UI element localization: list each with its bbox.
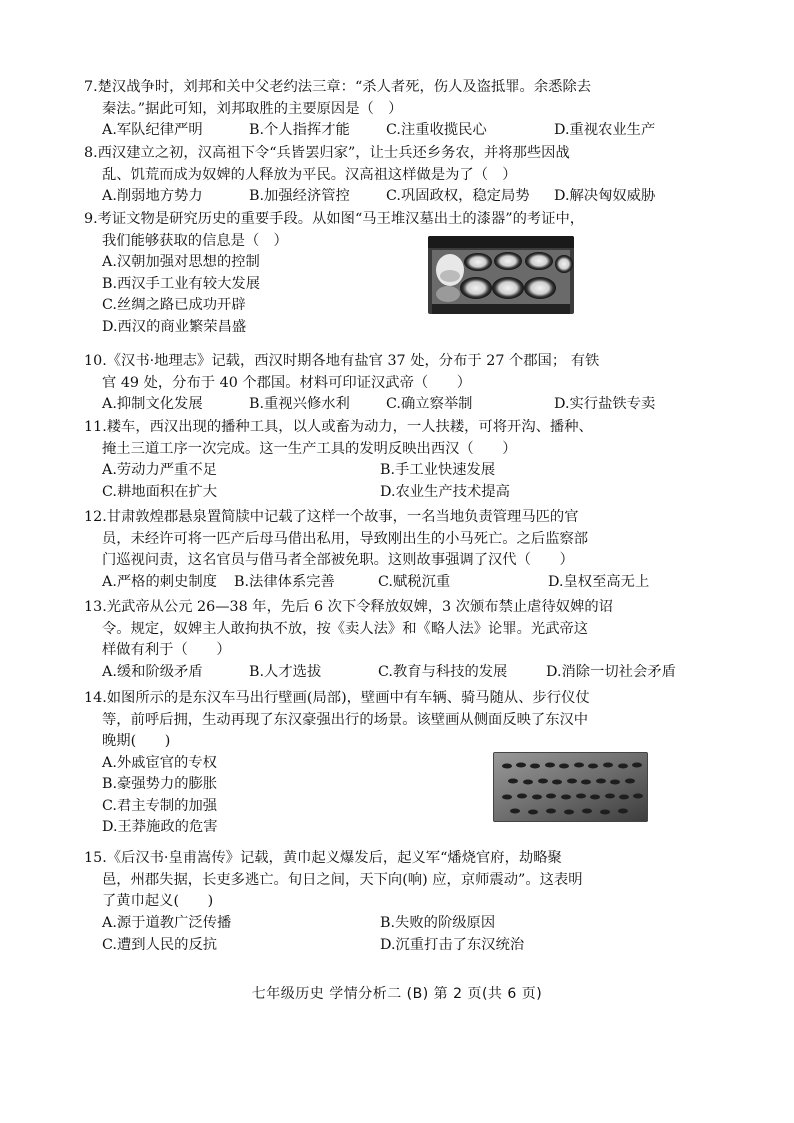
question-11-stem-line-2: 掩土三道工序一次完成。这一生产工具的发明反映出西汉（ ）	[102, 440, 517, 457]
option-b: B.西汉手工业有较大发展	[102, 275, 261, 292]
option-d: D.重视农业生产	[554, 122, 656, 138]
question-15-stem-line-1: 15.《后汉书·皇甫嵩传》记载，黄巾起义爆发后，起义军“燔烧官府，劫略聚	[84, 850, 562, 866]
option-a: A.汉朝加强对思想的控制	[102, 254, 260, 270]
option-c: C.确立察举制	[386, 396, 473, 412]
option-d: D.沉重打击了东汉统治	[380, 936, 525, 953]
question-12-stem-line-3: 门巡视问责，这名官员与借马者全部被免职。这则故事强调了汉代（ ）	[102, 552, 574, 568]
option-b: B.失败的阶级原因	[380, 914, 496, 931]
option-a: A.抑制文化发展	[102, 396, 203, 412]
option-a: A.缓和阶级矛盾	[102, 663, 203, 680]
question-9	[84, 209, 724, 338]
question-7-options	[84, 120, 724, 142]
question-7-stem-line-2: 秦法。”据此可知，刘邦取胜的主要原因是（ ）	[102, 100, 403, 117]
option-a: A.劳动力严重不足	[102, 462, 217, 478]
option-c: C.注重收揽民心	[386, 122, 487, 138]
question-10-stem-line-2: 官 49 处，分布于 40 个郡国。材料可印证汉武帝（ ）	[102, 374, 472, 391]
question-15-options-row-1	[84, 913, 724, 935]
question-8	[84, 143, 724, 208]
option-c: C.耕地面积在扩大	[102, 484, 218, 500]
question-15-stem-line-3: 了黄巾起义( )	[102, 893, 214, 909]
question-14-stem-line-2: 等，前呼后拥，生动再现了东汉豪强出行的场景。该壁画从侧面反映了东汉中	[102, 711, 589, 728]
option-c: C.遭到人民的反抗	[102, 936, 218, 953]
option-c: C.君主专制的加强	[102, 797, 218, 814]
option-c: C.丝绸之路已成功开辟	[102, 297, 246, 313]
question-8-options	[84, 186, 724, 208]
question-7	[84, 77, 724, 142]
question-7-stem-line-1: 7.楚汉战争时，刘邦和关中父老约法三章：“杀人者死，伤人及盗抵罪。余悉除去	[84, 79, 592, 95]
question-15-options-row-2	[84, 935, 724, 957]
question-13-stem-line-3: 样做有利于（ ）	[102, 642, 231, 658]
option-a: A.削弱地方势力	[102, 188, 203, 204]
question-14-stem-line-1: 14.如图所示的是东汉车马出行壁画(局部)，壁画中有车辆、骑马随从、步行仪仗	[84, 690, 590, 706]
option-b: B.个人指挥才能	[249, 122, 350, 138]
option-b: B.加强经济管控	[249, 188, 350, 204]
question-12-stem-line-2: 员，未经许可将一匹产后母马借出私用，导致刚出生的小马死亡。之后监察部	[102, 530, 589, 547]
option-d: D.皇权至高无上	[548, 573, 650, 590]
option-d: D.农业生产技术提高	[380, 484, 510, 500]
option-d: D.解决匈奴威胁	[554, 188, 656, 204]
question-11	[84, 417, 724, 504]
option-b: B.人才选拔	[249, 663, 322, 680]
question-9-stem-line-2: 我们能够获取的信息是（ ）	[102, 232, 288, 249]
question-13-stem-line-1: 13.光武帝从公元 26—38 年，先后 6 次下令释放奴婢，3 次颁布禁止虐待奴婢的诏	[84, 599, 613, 615]
question-10	[84, 351, 724, 416]
question-8-stem-line-1: 8.西汉建立之初，汉高祖下令“兵皆罢归家”，让士兵还乡务农，并将那些因战	[84, 145, 570, 161]
option-c: C.教育与科技的发展	[378, 663, 508, 680]
question-11-stem-line-1: 11.耧车，西汉出现的播种工具，以人或畜为动力，一人扶耧，可将开沟、播种、	[84, 419, 593, 435]
option-b: B.法律体系完善	[234, 573, 335, 590]
option-c: C.巩固政权，稳定局势	[386, 188, 530, 204]
question-12	[84, 507, 724, 594]
question-13	[84, 597, 724, 684]
question-11-options-row-2	[84, 482, 724, 504]
option-d: D.西汉的商业繁荣昌盛	[102, 318, 247, 335]
option-b: B.豪强势力的膨胀	[102, 776, 218, 792]
question-15-stem-line-2: 邑，州郡失据，长吏多逃亡。旬日之间，天下向(响) 应，京师震动”。这表明	[102, 871, 583, 888]
option-a: A.严格的刺史制度	[102, 573, 217, 590]
option-d: D.王莽施政的危害	[102, 819, 218, 835]
question-9-stem-line-1: 9.考证文物是研究历史的重要手段。从如图“马王堆汉墓出土的漆器”的考证中，	[84, 211, 585, 227]
lacquerware-photo	[428, 236, 574, 314]
question-11-options-row-1	[84, 460, 724, 482]
page-footer: 七年级历史 学情分析二 (B) 第 2 页(共 6 页)	[251, 986, 543, 1002]
option-b: B.重视兴修水利	[249, 396, 350, 412]
option-a: A.源于道教广泛传播	[102, 914, 232, 931]
option-c: C.赋税沉重	[378, 573, 451, 590]
option-a: A.外戚宦官的专权	[102, 754, 217, 771]
question-10-stem-line-1: 10.《汉书·地理志》记载，西汉时期各地有盐官 37 处，分布于 27 个郡国； 有铁	[84, 353, 600, 369]
option-d: D.消除一切社会矛盾	[546, 663, 676, 680]
question-12-stem-line-1: 12.甘肃敦煌郡悬泉置简牍中记载了这样一个故事，一名当地负责管理马匹的官	[84, 509, 579, 525]
option-b: B.手工业快速发展	[380, 462, 496, 478]
option-d: D.实行盐铁专卖	[554, 396, 656, 412]
question-14-stem-line-3: 晚期( )	[102, 733, 171, 749]
question-13-stem-line-2: 令。规定，奴婢主人敢拘执不放，按《卖人法》和《略人法》论罪。光武帝这	[102, 620, 589, 637]
question-15	[84, 848, 724, 957]
question-10-options	[84, 394, 724, 416]
question-13-options	[84, 662, 724, 684]
mural-photo	[493, 752, 648, 822]
option-a: A.军队纪律严明	[102, 122, 203, 138]
question-8-stem-line-2: 乱、饥荒而成为奴婢的人释放为平民。汉高祖这样做是为了（ ）	[102, 166, 517, 183]
question-12-options	[84, 572, 724, 594]
